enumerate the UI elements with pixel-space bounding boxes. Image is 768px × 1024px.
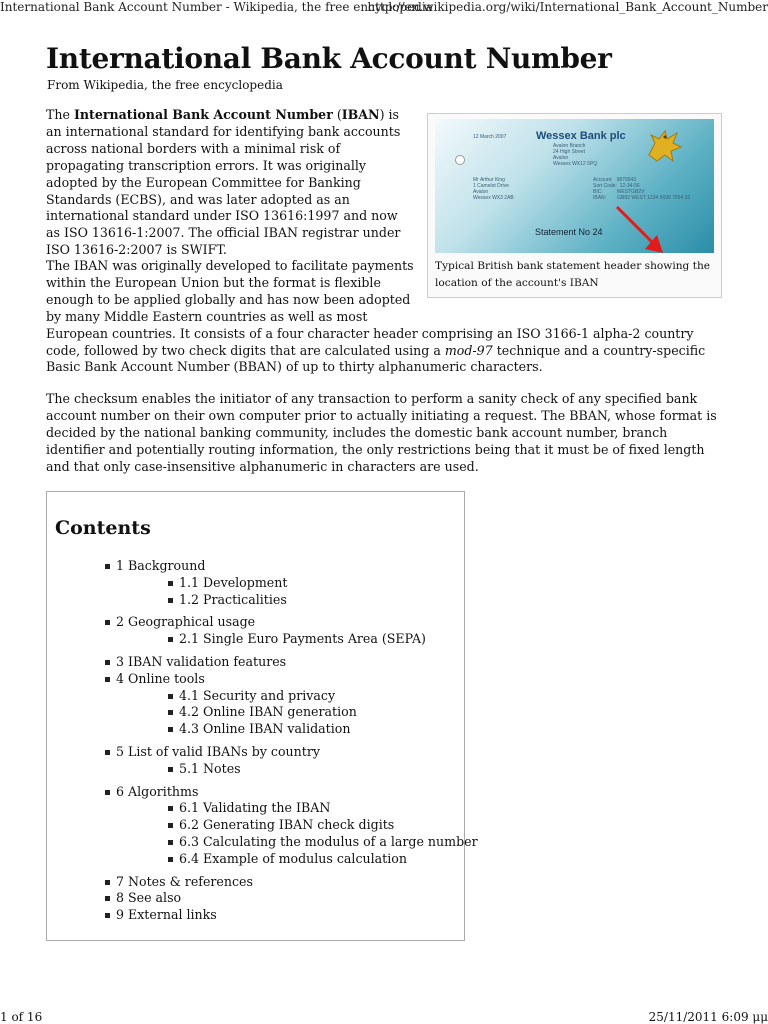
toc-item-notes-references[interactable]: 7 Notes & references <box>47 874 478 891</box>
toc-item-validation-features[interactable]: 3 IBAN validation features <box>47 654 478 671</box>
toc-item-algorithms[interactable]: 6 Algorithms <box>47 784 478 801</box>
toc-item-valid-ibans[interactable]: 5 List of valid IBANs by country <box>47 744 478 761</box>
branch-address: Avalon Branch 24 High Street Avalon Wessex WX12 5PQ <box>553 143 598 167</box>
toc-item-sepa[interactable]: 2.1 Single Euro Payments Area (SEPA) <box>47 631 478 648</box>
page-subtitle: From Wikipedia, the free encyclopedia <box>47 78 283 92</box>
statement-date: 12 March 2007 <box>473 134 507 140</box>
toc-item-notes[interactable]: 5.1 Notes <box>47 761 478 778</box>
toc-item-online-validation[interactable]: 4.3 Online IBAN validation <box>47 721 478 738</box>
toc-item-generating-check-digits[interactable]: 6.2 Generating IBAN check digits <box>47 817 478 834</box>
toc-item-calculating-modulus[interactable]: 6.3 Calculating the modulus of a large number <box>47 834 478 851</box>
iban-structure-paragraph: The IBAN was originally developed to facilitate payments within the European Union but the format is flexible enough to be applied globally and has now been adopted by many Middle Eastern countries as well as most European countries. It consists of a four character header comprising an ISO 3166-1 alpha-2 country code, followed by two check digits that are calculated using a mod-97 technique and a country-specific Basic Bank Account Number (BBAN) of up to thirty alphanumeric characters. <box>46 258 706 375</box>
toc-item-geographical-usage[interactable]: 2 Geographical usage <box>47 614 478 631</box>
toc-item-online-tools[interactable]: 4 Online tools <box>47 671 478 688</box>
account-details: Account: 9876543 Sort Code: 12-34-56 BIC: WESTGB2V IBAN: GB82 WEST 1234 5698 7654 32 <box>593 177 691 201</box>
bank-statement-image[interactable] <box>435 119 714 253</box>
toc-item-modulus-example[interactable]: 6.4 Example of modulus calculation <box>47 851 478 868</box>
table-of-contents <box>46 491 478 941</box>
toc-item-see-also[interactable]: 8 See also <box>47 890 478 907</box>
griffin-logo-icon <box>643 125 685 165</box>
toc-item-practicalities[interactable]: 1.2 Practicalities <box>47 592 478 609</box>
toc-item-online-generation[interactable]: 4.2 Online IBAN generation <box>47 704 478 721</box>
toc-title: Contents <box>55 517 151 539</box>
arrow-pointer-icon <box>615 205 675 253</box>
toc-item-external-links[interactable]: 9 External links <box>47 907 478 924</box>
bold-term: International Bank Account Number <box>73 107 333 122</box>
bold-abbr: IBAN <box>341 107 380 122</box>
toc-item-background[interactable]: 1 Background <box>47 558 478 575</box>
checksum-paragraph: The checksum enables the initiator of any transaction to perform a sanity check of any specified bank account number on their own computer prior to actually initiating a request. The BBAN, whose format is decided by the national banking community, includes the domestic bank account number, branch identifier and potentially routing information, the only restrictions being that it must be of fixed length and that only case-insensitive alphanumeric in characters are used. <box>46 391 717 474</box>
customer-address: Mr Arthur King 1 Camelot Drive Avalon Wessex WX3 2AB <box>473 177 514 201</box>
toc-item-security-privacy[interactable]: 4.1 Security and privacy <box>47 688 478 705</box>
toc-list <box>47 558 478 924</box>
print-datetime: 25/11/2011 6:09 μμ <box>648 1010 768 1024</box>
punch-hole-icon <box>455 155 465 165</box>
toc-item-validating-iban[interactable]: 6.1 Validating the IBAN <box>47 800 478 817</box>
bank-name: Wessex Bank plc <box>536 130 626 142</box>
toc-item-development[interactable]: 1.1 Development <box>47 575 478 592</box>
intro-paragraph: The International Bank Account Number (IBAN) is an international standard for identifying bank accounts across national borders with a minimal risk of propagating transcription errors. It was originally adopted by the European Committee for Banking Standards (ECBS), and was later adopted as an international standard under ISO 13616:1997 and now as ISO 13616-1:2007. The official IBAN registrar under ISO 13616-2:2007 is SWIFT. <box>46 107 401 258</box>
statement-number: Statement No 24 <box>535 227 603 237</box>
page-header-title: International Bank Account Number - Wikipedia, the free encyclopedia <box>0 0 433 14</box>
figure-caption-text: Typical British bank statement header showing the location of the account's IBAN <box>435 260 711 289</box>
mod97-term: mod-97 <box>444 342 493 358</box>
page-counter: 1 of 16 <box>0 1010 43 1024</box>
page-header-url: http://en.wikipedia.org/wiki/International_Bank_Account_Number <box>367 0 768 14</box>
page-title: International Bank Account Number <box>46 42 612 75</box>
